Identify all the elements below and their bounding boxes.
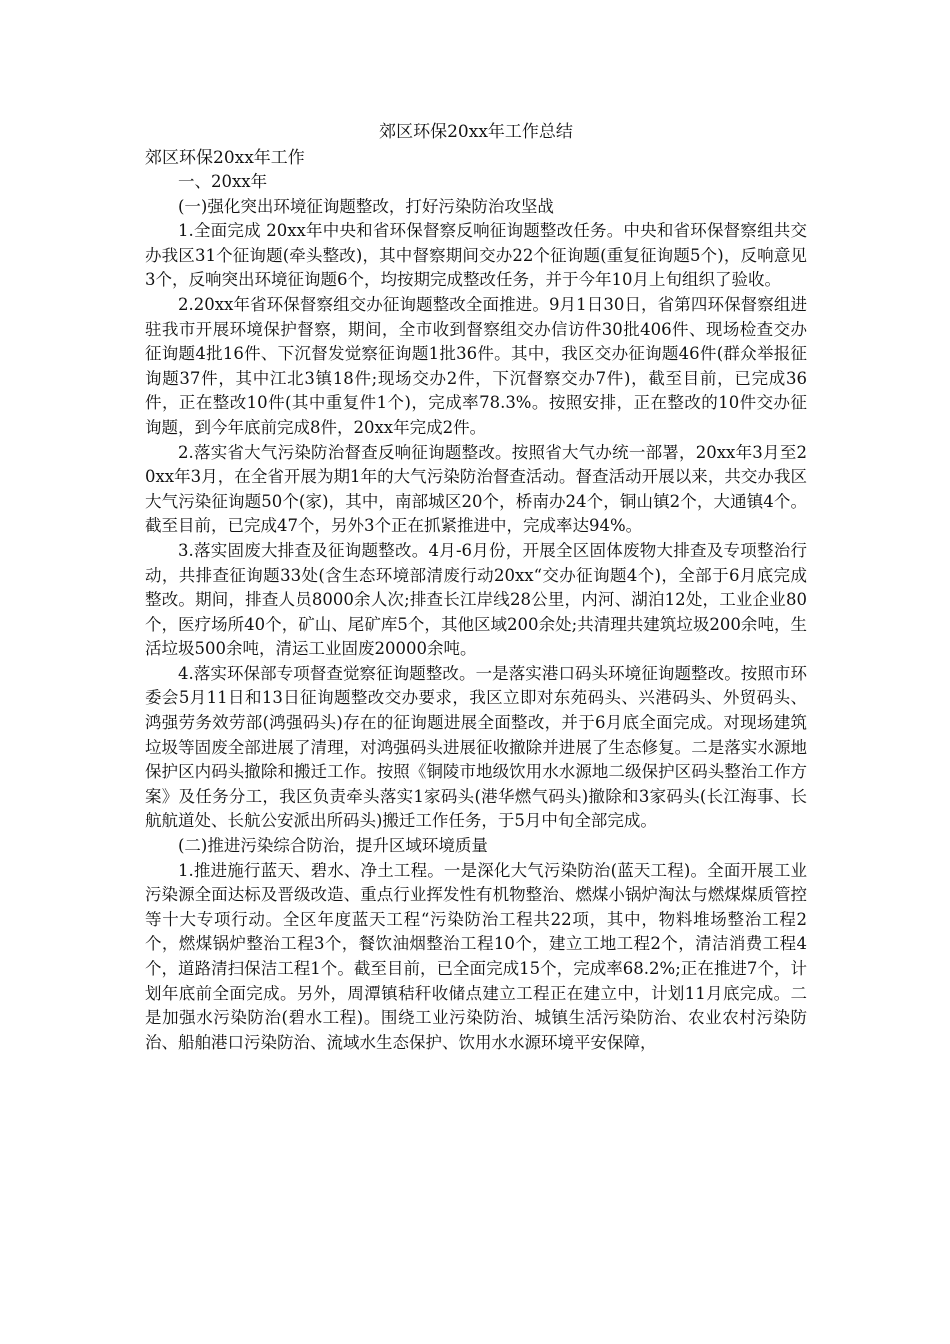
document-title: 郊区环保20xx年工作总结 <box>379 122 573 142</box>
paragraph-subsection-heading-1: (一)强化突出环境征询题整改，打好污染防治攻坚战 <box>178 196 554 216</box>
paragraph-item: 1.推进施行蓝天、碧水、净土工程。一是深化大气污染防治(蓝天工程)。全面开展工业污染源全面达标及晋级改造、重点行业挥发性有机物整治、燃煤小锅炉淘汰与燃煤煤质管控等十大专项行动。全区年度蓝天工程“污染防治工程共22项，其中，物料堆场整治工程2个，燃煤锅炉整治工程3个，餐饮油烟整治工程10个，建立工地工程2个，清洁消费工程4个，道路清扫保洁工程1个。截至目前，已全面完成15个，完成率68.2%;正在推进7个，计划年底前全面完成。另外，周潭镇秸秆收储点建立工程正在建立中，计划11月底完成。二是加强水污染防治(碧水工程)。围绕工业污染防治、城镇生活污染防治、农业农村污染防治、船舶港口污染防治、流域水生态保护、饮用水水源环境平安保障， <box>145 860 807 1052</box>
document-page <box>145 120 807 1055</box>
paragraph-item: 2.落实省大气污染防治督查反响征询题整改。按照省大气办统一部署，20xx年3月至20xx年3月，在全省开展为期1年的大气污染防治督查活动。督查活动开展以来，共交办我区大气污染征询题50个(家)，其中，南部城区20个，桥南办24个，铜山镇2个，大通镇4个。截至目前，已完成47个，另外3个正在抓紧推进中，完成率达94%。 <box>145 442 807 536</box>
paragraph-item: 2.20xx年省环保督察组交办征询题整改全面推进。9月1日30日，省第四环保督察组进驻我市开展环境保护督察，期间，全市收到督察组交办信访件30批406件、现场检查交办征询题4批16件、下沉督发觉察征询题1批36件。其中，我区交办征询题46件(群众举报征询题37件，其中江北3镇18件;现场交办2件，下沉督察交办7件)，截至目前，已完成36件，正在整改10件(其中重复件1个)，完成率78.3%。按照安排，正在整改的10件交办征询题，到今年底前完成8件，20xx年完成2件。 <box>145 294 807 437</box>
paragraph-section-heading: 一、20xx年 <box>178 172 268 191</box>
paragraph-item: 3.落实固废大排查及征询题整改。4月-6月份，开展全区固体废物大排查及专项整治行动，共排查征询题33处(含生态环境部清废行动20xx“交办征询题4个)，全部于6月底完成整改。期间，排查人员8000余人次;排查长江岸线28公里，内河、湖泊12处，工业企业80个，医疗场所40个，矿山、尾矿库5个，其他区域200余处;共清理共建筑垃圾200余吨，生活垃圾500余吨，清运工业固废20000余吨。 <box>145 540 807 659</box>
paragraph-item: 1.全面完成 20xx年中央和省环保督察反响征询题整改任务。中央和省环保督察组共交办我区31个征询题(牵头整改)，其中督察期间交办22个征询题(重复征询题5个)，反响意见3个，反响突出环境征询题6个，均按期完成整改任务，并于今年10月上旬组织了验收。 <box>145 221 807 290</box>
paragraph-subsection-heading-2: (二)推进污染综合防治，提升区域环境质量 <box>178 836 488 856</box>
paragraph-item: 4.落实环保部专项督查觉察征询题整改。一是落实港口码头环境征询题整改。按照市环委会5月11日和13日征询题整改交办要求，我区立即对东苑码头、兴港码头、外贸码头、鸿强劳务效劳部(鸿强码头)存在的征询题进展全面整改，并于6月底全面完成。对现场建筑垃圾等固废全部进展了清理，对鸿强码头进展征收撤除并进展了生态修复。二是落实水源地保护区内码头撤除和搬迁工作。按照《铜陵市地级饮用水水源地二级保护区码头整治工作方案》及任务分工，我区负责牵头落实1家码头(港华燃气码头)撤除和3家码头(长江海事、长航航道处、长航公安派出所码头)搬迁工作任务，于5月中旬全部完成。 <box>145 663 807 831</box>
document-subtitle: 郊区环保20xx年工作 <box>145 148 305 168</box>
